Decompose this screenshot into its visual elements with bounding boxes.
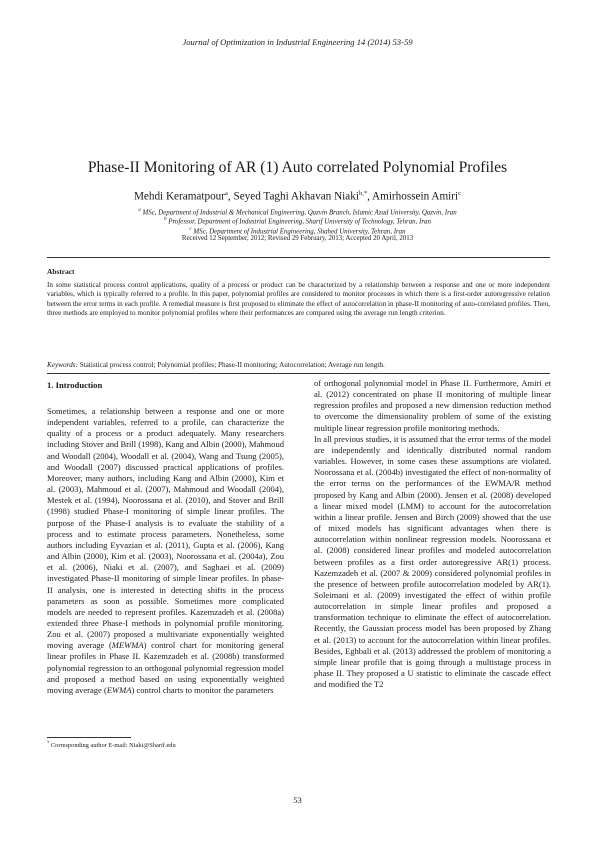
footnote-marker: *	[47, 740, 50, 745]
author-name: Amirhossein Amiri	[372, 190, 459, 203]
body-paragraph	[47, 406, 284, 696]
keywords-label: Keywords:	[47, 361, 78, 369]
received-dates: Received 12 September, 2012; Revised 29 February, 2013; Accepted 20 April, 2013	[181, 235, 414, 242]
abstract-text: In some statistical process control applications, quality of a process or product can be characterized by a relationship between a response and one or more independent variables, which is typically referred to a profile. In this paper, polynomial profiles are considered to monitor processes in which there is a first-order autoregressive relation between the error terms in each profile. A remedial measure is first proposed to eliminate the effect of autocorrelation in phase-II monitoring of auto-correlated profiles. Then, three methods are employed to monitor polynomial profiles where their performances are compared using the average run length criterion.	[47, 281, 550, 318]
footnote	[47, 740, 287, 749]
body-paragraph: In all previous studies, it is assumed that the error terms of the model are independently and identically distributed normal random variables. However, in some cases these assumptions are violated. Noorossana et al. (2004b) investigated the effect of non-normality of the error terms on the performances of the EWMA/R method proposed by Kang and Albin (2000). Jensen et al. (2008) developed a linear mixed model (LMM) to account for the autocorrelation within a linear profile. Jensen and Birch (2009) showed that the use of mixed models has significant advantages when there is autocorrelation within nonlinear regression models. Noorossana et al. (2008) considered linear profiles and modeled autocorrelation between profiles as a first order autoregressive AR(1) process. Kazemzadeh et al. (2007 & 2009) considered polynomial profiles in the presence of between profile autocorrelation modeled by AR(1). Soleimani et al. (2009) investigated the effect of within profile autocorrelation in simple linear profiles and proposed a transformation technique to eliminate the effect of autocorrelation. Recently, the Gaussian process model has been proposed by Zhang et al. (2013) to account for the autocorrelation within linear profiles. Besides, Eghbali et al. (2013) addressed the problem of monitoring a simple linear profile that is going through a multistage process in phase II. They proposed a U statistic to eliminate the cascade effect and modified the T2	[314, 433, 551, 690]
footnote-text: Corresponding author E-mail: Niaki@Sharif.edu	[49, 742, 176, 750]
affiliation-mark: c	[189, 227, 192, 232]
author-name: Mehdi Keramatpour	[133, 190, 225, 203]
body-italic: MEWMA	[111, 640, 144, 651]
author-separator: ,	[227, 190, 234, 203]
author-affiliation-mark: c	[458, 190, 462, 197]
paper-title: Phase-II Monitoring of AR (1) Auto correlated Polynomial Profiles	[87, 159, 508, 176]
affiliation-text: MSc, Department of Industrial & Mechanical Engineering, Qazvin Branch, Islamic Azad University, Qazvin, Iran	[140, 209, 457, 217]
author-affiliation-mark: b,*	[358, 190, 368, 197]
section-heading: 1. Introduction	[47, 380, 103, 390]
author-name: Seyed Taghi Akhavan Niaki	[233, 190, 359, 203]
divider-rule	[47, 257, 550, 258]
body-text: Sometimes, a relationship between a response and one or more independent variables, referred to a profile, can characterize the quality of a process or a product adequately. Many researchers including Stover and Brill (1998), Kang and Albin (2000), Mahmoud and Woodall (2004), Woodall et al. (2004), Wang and Tsung (2005), and Woodall (2007) discussed practical applications of profiles. Moreover, many authors, including Kang and Albin (2000), Kim et al. (2003), Mahmoud et al. (2007), Mahmoud and Woodall (2004), Mestek et al. (1994), Noorossana et al. (2010), and Stover and Brill (1998) studied Phase-I monitoring of simple linear profiles. The purpose of the Phase-I analysis is to evaluate the stability of a process and to estimate process parameters. Nonetheless, some authors including Eyvazian et al. (2011), Gupta et al. (2006), Kang and Albin (2000), Kim et al. (2003), Noorossana et al. (2004a), Zou et al. (2006), Niaki et al. (2007), and Saghaei et al. (2009) investigated Phase-II monitoring of simple linear profiles. In phase-II analysis, one is interested in detecting shifts in the process parameters as soon as possible. Sometimes more complicated models are needed to represent profiles. Kazemzadeh et al. (2008a) extended three Phase-I methods in polynomial profile monitoring. Zou et al. (2007) proposed a multivariate exponentially weighted moving average (	[47, 406, 284, 651]
affiliation	[0, 216, 595, 226]
keywords-text: Statistical process control; Polynomial profiles; Phase-II monitoring; Autocorrelation; Average run length.	[77, 361, 385, 369]
footnote-rule	[47, 737, 131, 738]
affiliation-text: Professor, Department of Industrial Engineering, Sharif University of Technology, Tehran, Iran	[166, 218, 431, 226]
author-list	[0, 190, 595, 203]
body-text: ) control chart for monitoring general linear profiles in Phase II. Kazemzadeh et al. (2008b) transformed polynomial regression to an orthogonal polynomial regression model and proposed a method based on using exponentially weighted moving average (	[47, 640, 284, 695]
affiliation-text: MSc, Department of Industrial Engineering, Shahed University, Tehran, Iran	[191, 228, 406, 236]
author-affiliation-mark: a	[224, 190, 228, 197]
journal-header: Journal of Optimization in Industrial Engineering 14 (2014) 53-59	[182, 37, 413, 47]
affiliation-mark: a	[138, 208, 141, 213]
keywords	[47, 361, 550, 370]
affiliation-mark: b	[164, 217, 167, 222]
page-number: 53	[293, 795, 302, 805]
body-italic: EWMA	[106, 684, 132, 695]
author-separator: ,	[367, 190, 373, 203]
body-paragraph: of orthogonal polynomial model in Phase II. Furthermore, Amiri et al. (2012) concentrated on phase II monitoring of multiple linear regression profiles and proposed a new dimension reduction method to overcome the dimensionality problem of some of the existing multiple linear regression profile monitoring methods.	[314, 378, 551, 433]
body-column-left	[47, 406, 284, 696]
abstract-heading: Abstract	[47, 267, 75, 276]
body-text: ) control charts to monitor the parameters	[131, 684, 274, 695]
divider-rule	[47, 373, 550, 374]
body-column-right	[314, 378, 551, 690]
